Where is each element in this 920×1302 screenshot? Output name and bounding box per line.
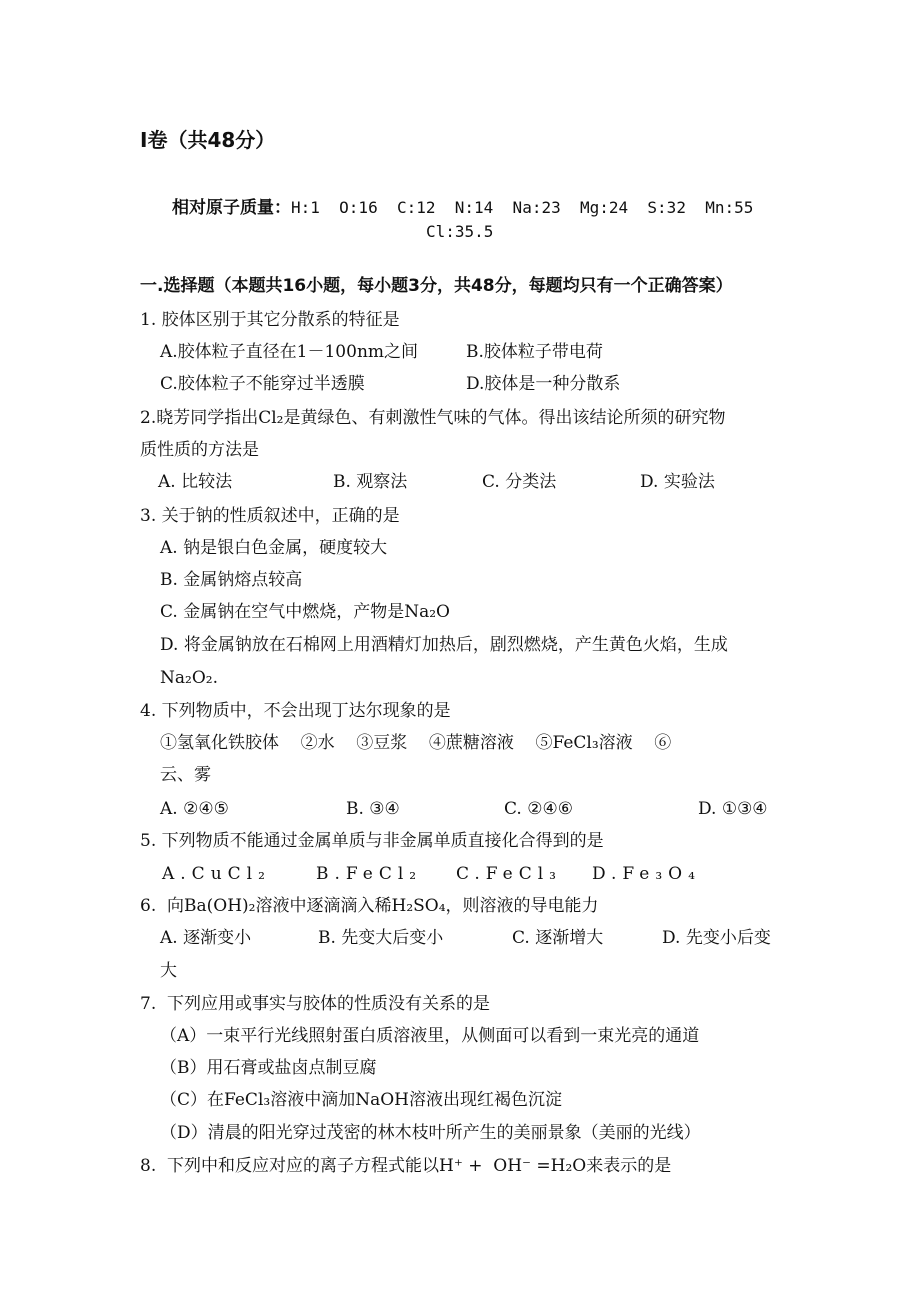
- question-5-option-d: D.Fe₃O₄: [592, 864, 701, 884]
- question-3-option-a: A. 钠是银白色金属，硬度较大: [160, 538, 388, 558]
- atomic-mass-values: H:1 O:16 C:12 N:14 Na:23 Mg:24 S:32 Mn:55: [291, 198, 754, 217]
- question-3-stem: 3. 关于钠的性质叙述中，正确的是: [140, 506, 400, 526]
- question-5-option-b: B.FeCl₂: [316, 864, 423, 884]
- question-6-stem: 6. 向Ba(OH)₂溶液中逐滴滴入稀H₂SO₄，则溶液的导电能力: [140, 896, 599, 916]
- question-6-option-d-line-2: 大: [160, 961, 177, 981]
- question-2-stem-line-1: 2.晓芳同学指出Cl₂是黄绿色、有刺激性气味的气体。得出该结论所须的研究物: [140, 408, 726, 428]
- question-4-stem: 4. 下列物质中，不会出现丁达尔现象的是: [140, 701, 451, 721]
- question-3-option-d-line-1: D. 将金属钠放在石棉网上用酒精灯加热后，剧烈燃烧，产生黄色火焰，生成: [160, 635, 728, 655]
- question-2-stem-line-2: 质性质的方法是: [140, 440, 259, 460]
- question-6-option-a: A. 逐渐变小: [160, 928, 252, 948]
- question-6-option-d-line-1: D. 先变小后变: [662, 928, 771, 948]
- atomic-mass-line: [172, 196, 753, 220]
- question-8-stem: 8. 下列中和反应对应的离子方程式能以H⁺ + OH⁻ =H₂O来表示的是: [140, 1156, 672, 1176]
- page-title: Ⅰ卷（共48分）: [140, 128, 276, 152]
- question-3-option-b: B. 金属钠熔点较高: [160, 570, 303, 590]
- section-heading: 一.选择题（本题共16小题，每小题3分，共48分，每题均只有一个正确答案）: [140, 276, 733, 296]
- question-4-option-b: B. ③④: [346, 799, 400, 819]
- question-7-option-d: （D）清晨的阳光穿过茂密的林木枝叶所产生的美丽景象（美丽的光线）: [160, 1123, 701, 1143]
- question-2-option-a: A. 比较法: [158, 472, 233, 492]
- question-5-option-a: A.CuCl₂: [162, 864, 271, 884]
- question-3-option-c: C. 金属钠在空气中燃烧，产物是Na₂O: [160, 602, 450, 622]
- question-6-option-c: C. 逐渐增大: [512, 928, 604, 948]
- question-1-option-d: D.胶体是一种分散系: [466, 374, 621, 394]
- question-2-option-b: B. 观察法: [333, 472, 408, 492]
- atomic-mass-label: 相对原子质量：: [172, 198, 291, 218]
- question-2-option-c: C. 分类法: [482, 472, 557, 492]
- question-5-stem: 5. 下列物质不能通过金属单质与非金属单质直接化合得到的是: [140, 831, 604, 851]
- question-6-option-b: B. 先变大后变小: [318, 928, 444, 948]
- question-4-option-a: A. ②④⑤: [160, 799, 229, 819]
- question-4-option-d: D. ①③④: [698, 799, 768, 819]
- question-4-items-line-1: ①氢氧化铁胶体 ②水 ③豆浆 ④蔗糖溶液 ⑤FeCl₃溶液 ⑥: [160, 733, 672, 753]
- question-7-option-a: （A）一束平行光线照射蛋白质溶液里，从侧面可以看到一束光亮的通道: [160, 1026, 700, 1046]
- question-1-stem: 1. 胶体区别于其它分散系的特征是: [140, 310, 400, 330]
- question-2-option-d: D. 实验法: [640, 472, 715, 492]
- question-7-option-c: （C）在FeCl₃溶液中滴加NaOH溶液出现红褐色沉淀: [160, 1090, 562, 1110]
- question-5-option-c: C.FeCl₃: [456, 864, 562, 884]
- question-1-option-c: C.胶体粒子不能穿过半透膜: [160, 374, 365, 394]
- question-1-option-b: B.胶体粒子带电荷: [466, 342, 603, 362]
- question-1-option-a: A.胶体粒子直径在1－100nm之间: [160, 342, 419, 362]
- question-7-option-b: （B）用石膏或盐卤点制豆腐: [160, 1058, 377, 1078]
- question-4-option-c: C. ②④⑥: [504, 799, 573, 819]
- question-3-option-d-line-2: Na₂O₂.: [160, 668, 218, 688]
- atomic-mass-values-2: Cl:35.5: [426, 222, 494, 241]
- question-7-stem: 7. 下列应用或事实与胶体的性质没有关系的是: [140, 994, 491, 1014]
- question-4-items-line-2: 云、雾: [160, 765, 211, 785]
